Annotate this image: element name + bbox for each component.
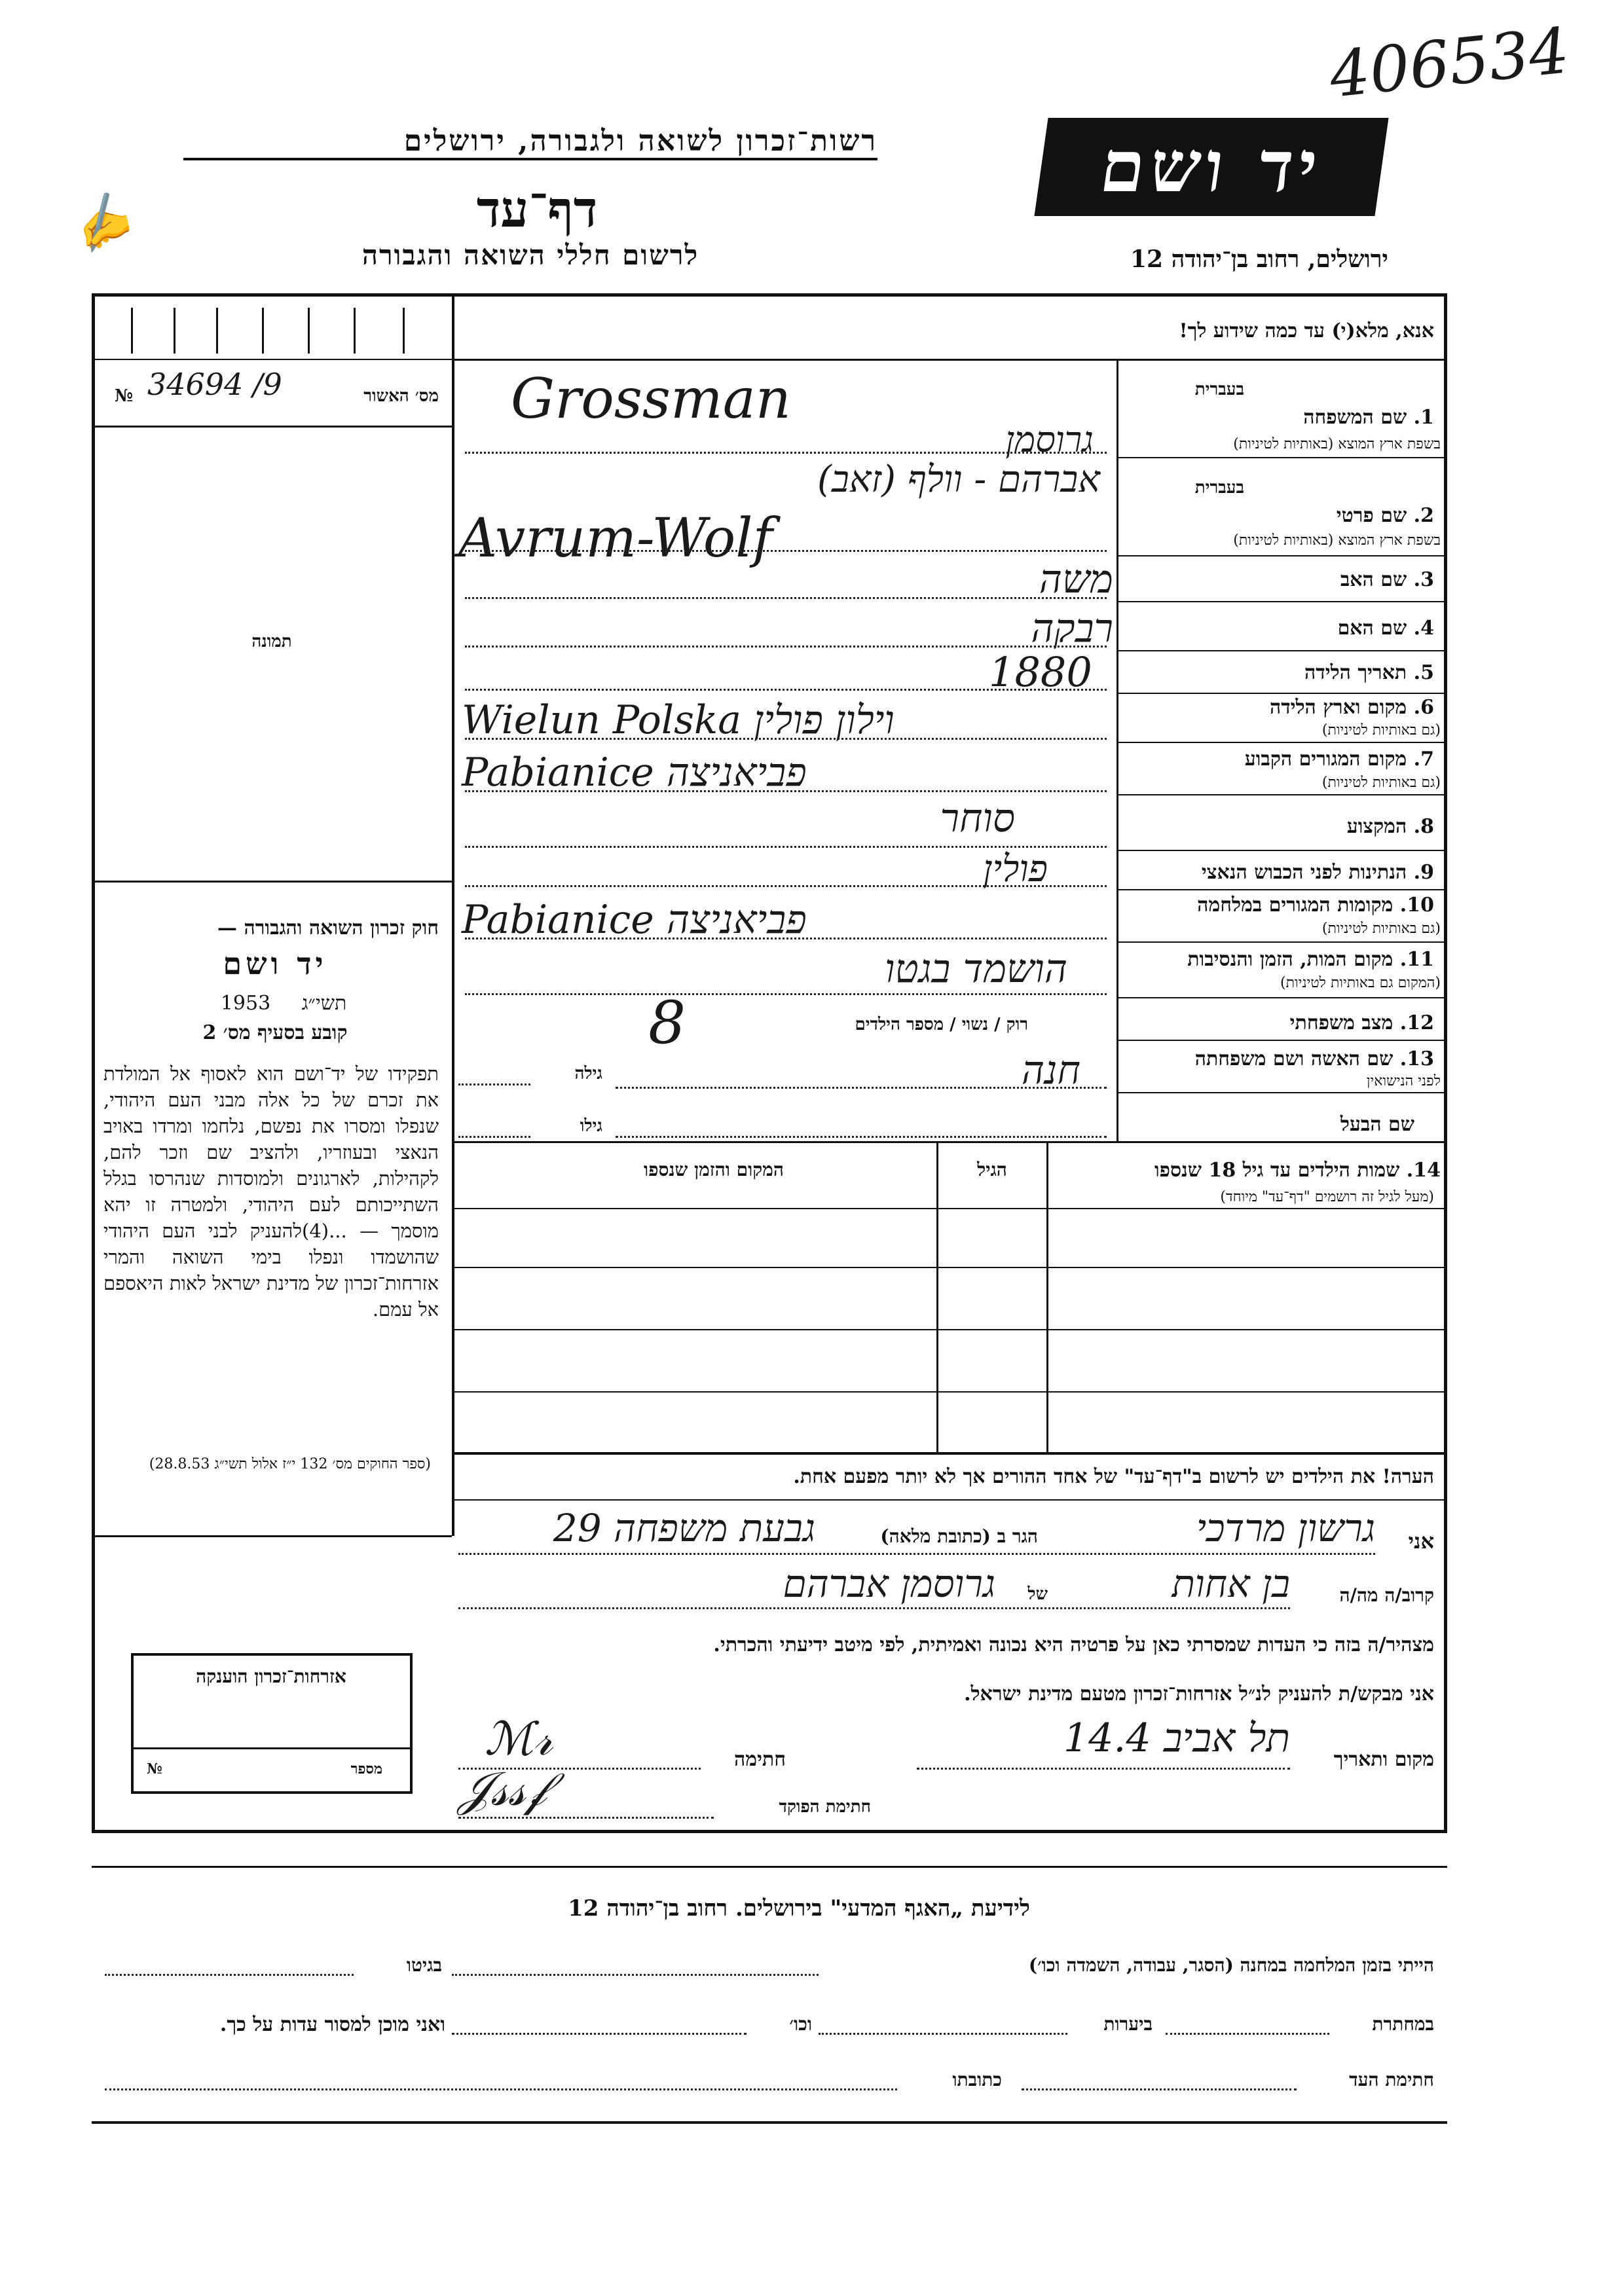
field-3-num: 3. bbox=[1413, 568, 1434, 591]
field-7-value: Pabianice פביאניצה bbox=[462, 750, 807, 795]
field-10-label bbox=[1126, 894, 1434, 917]
field-4-value: רבקה bbox=[1031, 606, 1113, 651]
children-note: (מעל לגיל זה רושמים "דף־עד" מיוחד) bbox=[1220, 1189, 1434, 1205]
field-5-num: 5. bbox=[1413, 661, 1434, 684]
field-7-sub: (גם באותיות לטיניות) bbox=[1321, 774, 1441, 791]
declaration-request: אני מבקש/ת להעניק לנ״ל אזרחות־זכרון מטעם מדינת ישראל. bbox=[964, 1683, 1434, 1705]
field-1-value-latin: Grossman bbox=[511, 367, 791, 431]
field-7-num: 7. bbox=[1413, 748, 1434, 771]
bottom-title: לידיעת „האגף המדעי" בירושלים. רחוב בן־יהודה 12 bbox=[568, 1895, 1030, 1922]
officer-signature-scribble: 𝒥𝓈𝓈𝒻 bbox=[458, 1761, 547, 1816]
authority-title: רשות־זכרון לשואה ולגבורה, ירושלים bbox=[183, 124, 877, 160]
field-10-sub: (גם באותיות לטיניות) bbox=[1321, 920, 1441, 937]
bottom-address: כתובתו bbox=[952, 2069, 1002, 2090]
field-11-label bbox=[1126, 948, 1434, 971]
corner-number: 406534 bbox=[1326, 14, 1573, 112]
field-11-text: מקום המות, הזמן והנסיבות bbox=[1187, 948, 1393, 971]
citizenship-no: № bbox=[147, 1760, 162, 1777]
field-1-lang: בעברית bbox=[1194, 380, 1244, 399]
declaration-lives-at: הגר ב (כתובת מלאה) bbox=[880, 1525, 1038, 1547]
citizenship-number-label: מספר bbox=[350, 1760, 382, 1777]
header-address: ירושלים, רחוב בן־יהודה 12 bbox=[1130, 246, 1388, 273]
field-11-value: הושמד בגטו bbox=[885, 946, 1067, 992]
field-13-text: שם האשה ושם משפחתה bbox=[1194, 1048, 1393, 1070]
field-2-value-hebrew: אברהם - וולף (זאב) bbox=[817, 458, 1100, 501]
field-4-text: שם האם bbox=[1337, 617, 1407, 640]
form-subtitle: לרשום חללי השואה והגבורה bbox=[361, 239, 699, 271]
bottom-ready: ואני מוכן למסור עדות על כך. bbox=[219, 2013, 445, 2036]
field-9-text: הנתינות לפני הכבוש הנאצי bbox=[1201, 861, 1407, 884]
field-2-num: 2. bbox=[1413, 504, 1434, 527]
field-7-label bbox=[1126, 748, 1434, 771]
field-13-value: חנה bbox=[1021, 1048, 1080, 1093]
bottom-forests: ביערות bbox=[1103, 2013, 1153, 2035]
children-label: 14. שמות הילדים עד גיל 18 שנספו bbox=[1154, 1159, 1441, 1182]
citizenship-box bbox=[131, 1653, 413, 1794]
field-12-num: 12. bbox=[1399, 1011, 1434, 1034]
law-citation: (ספר החוקים מס׳ 132 י״ז אלול תשי״ג 28.8.53) bbox=[149, 1456, 431, 1472]
field-7-text: מקום המגורים הקבוע bbox=[1244, 748, 1407, 771]
field-4-num: 4. bbox=[1413, 617, 1434, 640]
field-8-text: המקצוע bbox=[1346, 815, 1407, 838]
signature-scribble: ℳ𝓇 bbox=[485, 1712, 553, 1766]
law-body: תפקידו של יד־ושם הוא לאסוף אל המולדת את זכרם של כל אלה מבני העם היהודי, שנפלו ומסרו את נפשם, נלחמו ומרדו באויב הנאצי ובעוזריו, ולהציב שם וזכר להם, לקהילות, לארגונים ולמוסדות שנהרסו בגלל השתייכותם לעם היהודי, ולמטרה זו יהא מוסמך — ...(4)להעניק לבני העם היהודי שהושמדו ונפלו בימי השואה והמרי אזרחות־זכרון של מדינת ישראל לאות היאספם אל עמם. bbox=[103, 1063, 439, 1321]
field-11-num: 11. bbox=[1399, 948, 1434, 971]
law-title: חוק זכרון השואה והגבורה — bbox=[217, 917, 439, 939]
field-12-text: מצב משפחתי bbox=[1289, 1011, 1393, 1034]
bottom-witness-sig: חתימת העד bbox=[1349, 2069, 1434, 2090]
field-9-label bbox=[1126, 861, 1434, 884]
field-5-label bbox=[1126, 661, 1434, 684]
law-org: יד ושם bbox=[223, 946, 327, 981]
field-9-value: פולין bbox=[983, 848, 1048, 890]
field-1-text: שם המשפחה bbox=[1303, 406, 1407, 429]
form-title: דף־עד bbox=[476, 180, 598, 238]
field-6-text: מקום וארץ הלידה bbox=[1269, 696, 1407, 719]
declaration-of: של bbox=[1027, 1584, 1048, 1604]
place-date-label: מקום ותאריך bbox=[1333, 1748, 1434, 1771]
declaration-address: גבעת משפחה 29 bbox=[553, 1506, 815, 1550]
approval-number: 34694 /9 bbox=[147, 367, 282, 402]
field-5-text: תאריך הלידה bbox=[1304, 661, 1407, 684]
field-4-label bbox=[1126, 617, 1434, 640]
field-11-sub: (המקום גם באותיות לטיניות) bbox=[1280, 975, 1441, 991]
field-3-text: שם האב bbox=[1340, 568, 1407, 591]
children-col-place: המקום והזמן שנספו bbox=[644, 1159, 784, 1180]
approval-label: מס׳ האשור bbox=[363, 386, 439, 406]
field-8-num: 8. bbox=[1413, 815, 1434, 838]
field-2-lang: בעברית bbox=[1194, 478, 1244, 498]
yad-vashem-logo: יד ושם bbox=[1034, 118, 1388, 216]
field-1-label bbox=[1126, 406, 1434, 429]
officer-signature-label: חתימת הפוקד bbox=[779, 1797, 871, 1817]
field-1-value-hebrew: גרוסמן bbox=[1005, 419, 1094, 460]
field-12-label bbox=[1126, 1011, 1434, 1034]
field-1-num: 1. bbox=[1413, 406, 1434, 429]
husband-age-label: גילו bbox=[580, 1116, 602, 1136]
field-13-sub: לפני הנישואין bbox=[1366, 1073, 1441, 1089]
field-3-value: משה bbox=[1039, 556, 1113, 602]
field-8-label bbox=[1126, 815, 1434, 838]
bottom-underground: במחתרת bbox=[1372, 2013, 1434, 2035]
citizenship-title: אזרחות־זכרון הוענקה bbox=[196, 1666, 346, 1687]
field-6-sub: (גם באותיות לטיניות) bbox=[1321, 722, 1441, 738]
photo-label: תמונה bbox=[251, 632, 292, 651]
law-year-heb: תשי״ג bbox=[301, 992, 347, 1015]
field-2-text: שם פרטי bbox=[1336, 504, 1407, 527]
declaration-ani: אני bbox=[1408, 1529, 1434, 1554]
field-10-text: מקומות המגורים במלחמה bbox=[1197, 894, 1393, 917]
signature-label: חתימה bbox=[734, 1748, 786, 1771]
field-5-value: 1880 bbox=[989, 648, 1092, 696]
declaration-name: גרשון מרדכי bbox=[1196, 1506, 1375, 1550]
stamp-scribble: ✍ bbox=[62, 185, 139, 261]
declaration-statement: מצהיר/ה בזה כי העדות שמסרתי כאן על פרטיה היא נכונה ואמיתית, לפי מיטב ידיעתי והכרתי. bbox=[713, 1633, 1434, 1656]
field-8-value: סוחר bbox=[940, 795, 1015, 841]
bottom-line1: הייתי בזמן המלחמה במחנה (הסגר, עבודה, השמדה וכו׳) bbox=[1028, 1954, 1434, 1976]
field-13-age-label: גילה bbox=[574, 1064, 602, 1084]
field-9-num: 9. bbox=[1413, 861, 1434, 884]
field-12-value: 8 bbox=[648, 989, 686, 1057]
children-col-age: הגיל bbox=[977, 1159, 1007, 1180]
field-2-sub: בשפת ארץ המוצא (באותיות לטיניות) bbox=[1233, 532, 1441, 549]
law-year: 1953 bbox=[220, 992, 271, 1015]
bottom-etc: וכו׳ bbox=[789, 2013, 812, 2035]
field-2-value-latin: Avrum-Wolf bbox=[458, 507, 773, 570]
bottom-ghetto: בגיטו bbox=[406, 1954, 442, 1976]
place-date-value: תל אביב 14.4 bbox=[1063, 1715, 1290, 1761]
remark-text: הערה! את הילדים יש לרשום ב"דף־עד" של אחד ההורים אך לא יותר מפעם אחת. bbox=[793, 1465, 1434, 1488]
field-10-num: 10. bbox=[1399, 894, 1434, 917]
field-3-label bbox=[1126, 568, 1434, 591]
intro-text: אנא, מלא(י) עד כמה שידוע לך! bbox=[1179, 319, 1434, 342]
husband-label: שם הבעל bbox=[1340, 1113, 1414, 1136]
law-clause: קובע בסעיף מס׳ 2 bbox=[202, 1021, 348, 1044]
declaration-of-name: גרוסמן אברהם bbox=[783, 1561, 995, 1606]
field-13-num: 13. bbox=[1399, 1048, 1434, 1070]
field-10-value: Pabianice פביאניצה bbox=[462, 897, 807, 943]
field-6-label bbox=[1126, 696, 1434, 719]
declaration-relation: בן אחות bbox=[1172, 1561, 1290, 1606]
declaration-relative-label: קרוב/ה מה/ה bbox=[1339, 1584, 1434, 1606]
field-12-value-label: רוק / נשוי / מספר הילדים bbox=[855, 1015, 1028, 1034]
field-1-sub: בשפת ארץ המוצא (באותיות לטיניות) bbox=[1233, 436, 1441, 452]
field-13-label bbox=[1126, 1048, 1434, 1070]
approval-prefix: № bbox=[115, 386, 134, 406]
field-6-value: Wielun Polska וילון פולין bbox=[462, 697, 895, 743]
field-6-num: 6. bbox=[1413, 696, 1434, 719]
field-2-label bbox=[1126, 504, 1434, 527]
